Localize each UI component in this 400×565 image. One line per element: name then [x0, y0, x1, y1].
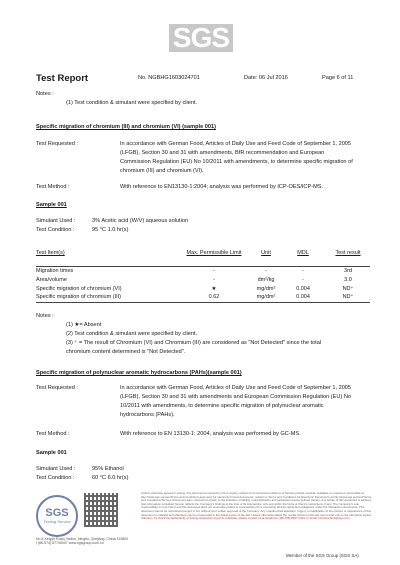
- table-cell: 3.0: [344, 276, 352, 283]
- report-number: No. NGBHG1603024701: [138, 75, 200, 81]
- sample-heading: Sample 001: [36, 450, 67, 456]
- test-condition-label: Test Condition :: [36, 227, 75, 233]
- table-cell: Specific migration of chromium (VI): [36, 285, 122, 292]
- table-cell: Area/volume: [36, 276, 67, 283]
- table-cell: ND⁺: [342, 285, 354, 292]
- sample-heading: Sample 001: [36, 202, 67, 208]
- report-title: Test Report: [36, 73, 89, 84]
- note-item: (1) Test condition & simulant were specified by client.: [66, 100, 198, 106]
- test-requested-line: In accordance with German Food, Articles of Daily Use and Feed Code of September 1, 2005: [120, 141, 352, 147]
- note-item: (2) Test condition & simulant were specified by client.: [66, 331, 198, 337]
- table-cell: Specific migration of chromium (III): [36, 294, 121, 301]
- table-cell: -: [302, 276, 304, 283]
- note-item: (1) ★= Absent: [66, 322, 102, 328]
- address-line: No.8 Xingye Road, Beilun, Ningbo, Zhejiang, China 315800: [36, 537, 129, 541]
- test-requested-line: hydrocarbons (PAHs).: [120, 412, 175, 418]
- test-requested-line: Commission Regulation (EU) No 10/2011 with amendments, to determine specific migration of: [120, 159, 353, 165]
- authenticity-notice: Attention: To check the authenticity of testing /inspection report & certificate, please contact us at telephone: (86-755) 8307 1443, or email: CN.Doccheck@sgs.com: [141, 516, 350, 521]
- section-heading-chromium: Specific migration of chromium (III) and chromium (VI) (sample 001): [36, 124, 216, 130]
- simulant-value: 3% Acetic acid (W/V) aqueous solution: [92, 218, 189, 224]
- qr-code-icon: [84, 493, 118, 527]
- table-cell: mg/dm²: [256, 294, 276, 301]
- test-requested-line: In accordance with German Food, Articles of Daily Use and Feed Code of September 1, 2005: [120, 385, 352, 391]
- test-condition-value: 60 °C 6.0 hr(s): [92, 475, 129, 481]
- notes-label: Notes :: [36, 91, 54, 97]
- results-table: [36, 250, 370, 303]
- terms-text: Unless otherwise agreed in writing, this document is issued by the Company subject to its General Conditions of Service printed overleaf, available on request or accessible at http://www.sgs.com/en/Terms-and-Conditions.aspx and, for electronic format documents, subject to Terms and Conditions for Electronic Documents at http://www.sgs.com/en/Terms-and-Conditions/Terms-e-Document.aspx. Attention is drawn to the limitation of liability, indemnification and jurisdiction issues defined therein. Any holder of this document is advised that information contained hereon reflects the Company's findings at the time of its intervention only and within the limits of Client's instructions, if any. The Company's sole responsibility is to its Client and this document does not exonerate parties to a transaction from exercising all their rights and obligations under the transaction documents. This document cannot be reproduced except in full, without prior written approval of the Company. Any unauthorized alteration, forgery or falsification of the content or appearance of this document is unlawful and offenders may be prosecuted to the fullest extent of the law. Unless otherwise stated the results shown in this test report refer only to the sample(s) tested.: [141, 491, 372, 517]
- table-row: [36, 267, 370, 276]
- table-cell: mg/dm²: [256, 285, 276, 292]
- test-method-label: Test Method :: [36, 184, 70, 190]
- company-address: [36, 537, 196, 545]
- page-number: Page 6 of 11: [322, 75, 354, 81]
- test-requested-label: Test Requested :: [36, 385, 78, 391]
- column-header: Unit: [261, 250, 271, 256]
- table-cell: 0.004: [296, 294, 310, 301]
- table-cell: 3rd: [344, 268, 352, 274]
- test-requested-line: (LFGB), Section 30 and 31 with amendments and European Commission Regulation (EU) No: [120, 394, 352, 400]
- table-cell: -: [265, 268, 267, 274]
- address-line: t (86-574) 87706907 www.sgsgroup.com.cn: [36, 541, 104, 546]
- terms-fine-print: [141, 492, 373, 521]
- note-item: chromium content determined is "Not Detected".: [66, 349, 186, 355]
- table-cell: 0.62: [208, 294, 220, 301]
- table-row: [36, 276, 370, 285]
- column-header: Test Item(s): [36, 250, 65, 256]
- report-date: Date: 06 Jul 2016: [244, 75, 288, 81]
- table-row: [36, 285, 370, 294]
- test-condition-value: 95 °C 1.0 hr(s): [92, 227, 129, 233]
- sgs-logo: SGS: [169, 24, 233, 52]
- stamp-subtitle: Testing Service: [43, 519, 71, 524]
- note-item: (3) ⁺ = The result of Chromium (VI) and Chromium (III) are considered as "Not Detected" since the total: [66, 340, 322, 346]
- table-cell: Migration times: [36, 268, 74, 274]
- column-header: Max. Permissible Limit: [186, 250, 242, 256]
- test-method-value: With reference to EN13130-1:2004; analysis was performed by ICP-OES/ICP-MS.: [120, 184, 324, 190]
- simulant-label: Simulant Used :: [36, 218, 76, 224]
- test-requested-line: (LFGB), Section 30 and 31 with amendments, BfR recommendation and European: [120, 150, 325, 156]
- test-condition-label: Test Condition :: [36, 475, 75, 481]
- test-requested-line: chromium (III) and chromium (VI).: [120, 168, 204, 174]
- table-cell: -: [213, 276, 215, 283]
- simulant-value: 95% Ethanol: [92, 466, 124, 472]
- table-cell: ND⁺: [342, 294, 354, 301]
- column-header: Test result: [335, 250, 361, 256]
- table-cell: dm²/kg: [257, 276, 275, 283]
- test-requested-line: 10/2011 with amendments, to determine specific migration of polynuclear aromatic: [120, 403, 324, 409]
- table-row: [36, 293, 370, 303]
- test-requested-label: Test Requested :: [36, 141, 78, 147]
- table-header-row: [36, 250, 370, 267]
- table-cell: 0.004: [296, 285, 310, 292]
- table-cell: ★: [211, 285, 217, 292]
- stamp-logo-text: SGS: [45, 507, 69, 519]
- testing-service-stamp: [36, 495, 78, 537]
- test-method-label: Test Method :: [36, 431, 70, 437]
- table-cell: -: [302, 268, 304, 274]
- column-header: MDL: [297, 250, 309, 256]
- test-method-value: With reference to EN 13130-1: 2004, analysis was performed by GC-MS.: [120, 431, 301, 437]
- table-cell: -: [213, 268, 215, 274]
- sgs-group-membership: Member of the SGS Group (SGS SA): [286, 553, 359, 558]
- section-heading-pahs: Specific migration of polynuclear aromatic hydrocarbons (PAHs)(sample 001): [36, 370, 242, 376]
- simulant-label: Simulant Used :: [36, 466, 76, 472]
- notes-label: Notes :: [36, 313, 54, 319]
